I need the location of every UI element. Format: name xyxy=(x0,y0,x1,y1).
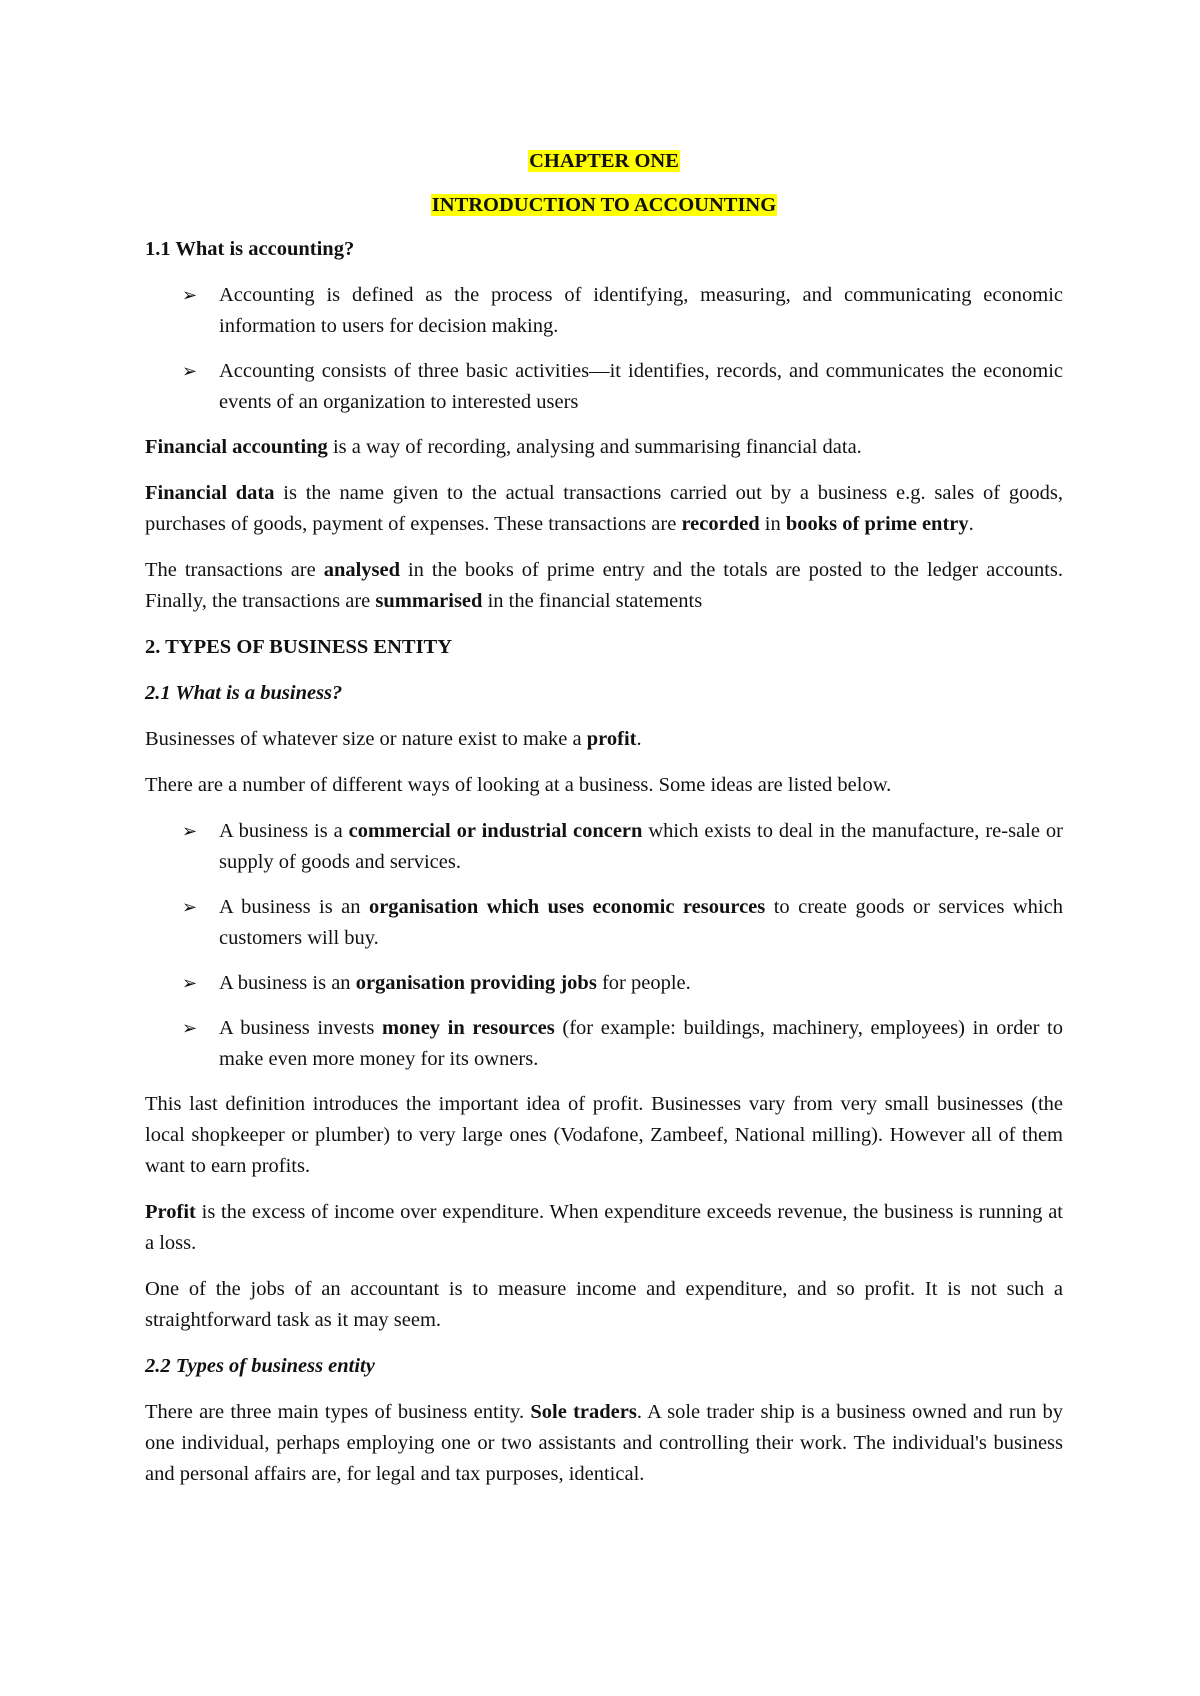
chapter-label xyxy=(145,146,1063,177)
text-run: (for example: buildings, machinery, employees) in order to make even more money for its owners. xyxy=(219,1017,1063,1070)
paragraph-last-definition: This last definition introduces the important idea of profit. Businesses vary from very small businesses (the local shopkeeper or plumber) to very large ones (Vodafone, Zambeef, National milling). However all of them want to earn profits. xyxy=(145,1093,1063,1177)
bullet-text: Accounting is defined as the process of identifying, measuring, and communicating economic information to users for decision making. xyxy=(219,284,1063,337)
text-run: There are three main types of business entity. xyxy=(145,1401,531,1423)
arrow-bullet-icon: ➢ xyxy=(182,897,198,918)
text-run: in the books of prime entry and the totals are posted to the ledger accounts. Finally, the transactions are xyxy=(145,559,1064,612)
subsection-heading-2-1: 2.1 What is a business? xyxy=(145,682,343,704)
section-heading-1-1: 1.1 What is accounting? xyxy=(145,238,355,260)
section-heading-2: 2. TYPES OF BUSINESS ENTITY xyxy=(145,636,453,658)
bullet-accounting-definition xyxy=(145,280,1063,342)
bullet-text: Accounting consists of three basic activities—it identifies, records, and communicates the economic events of an organization to interested users xyxy=(219,360,1063,413)
bold-run: commercial or industrial concern xyxy=(348,820,643,842)
text-run: . A sole trader ship is a business owned and run by one individual, perhaps employing one or two assistants and controlling their work. The individual's business and personal affairs are, for legal and tax purposes, identical. xyxy=(145,1401,1063,1485)
text-run: is the name given to the actual transactions carried out by a business e.g. sales of goods, purchases of goods, payment of expenses. These transactions are xyxy=(145,482,1063,535)
bold-run: profit xyxy=(586,728,637,750)
bold-run: summarised xyxy=(375,590,483,612)
bullet-providing-jobs xyxy=(145,968,1063,999)
paragraph-transactions xyxy=(145,555,1063,617)
text-run: A business is a xyxy=(219,820,349,842)
text-run: to create goods or services which customers will buy. xyxy=(219,896,1063,949)
bullet-economic-resources xyxy=(145,892,1063,954)
text-run: in xyxy=(759,513,786,535)
paragraph-accountant-jobs: One of the jobs of an accountant is to measure income and expenditure, and so profit. It is not such a straightforward task as it may seem. xyxy=(145,1278,1063,1331)
document-body xyxy=(145,146,1063,1505)
text-run: . xyxy=(968,513,974,535)
paragraph-financial-accounting xyxy=(145,432,1063,463)
term-financial-data: Financial data xyxy=(145,482,275,504)
bold-run: money in resources xyxy=(381,1017,555,1039)
text-run: which exists to deal in the manufacture, re-sale or supply of goods and services. xyxy=(219,820,1063,873)
bold-run: recorded xyxy=(681,513,760,535)
paragraph-financial-data xyxy=(145,478,1063,540)
subsection-heading-2-2: 2.2 Types of business entity xyxy=(145,1355,375,1377)
paragraph-profit-purpose xyxy=(145,724,1063,755)
text-run: for people. xyxy=(596,972,691,994)
text-run: A business invests xyxy=(219,1017,382,1039)
text-run: The transactions are xyxy=(145,559,324,581)
text-run: is the excess of income over expenditure. When expenditure exceeds revenue, the business is running at a loss. xyxy=(145,1201,1063,1254)
bullet-money-in-resources xyxy=(145,1013,1063,1075)
bold-run: organisation providing jobs xyxy=(355,972,597,994)
bullet-commercial-concern xyxy=(145,816,1063,878)
chapter-title-highlight: INTRODUCTION TO ACCOUNTING xyxy=(431,194,777,216)
paragraph-entity-types xyxy=(145,1397,1063,1490)
arrow-bullet-icon: ➢ xyxy=(182,821,198,842)
bold-run: organisation which uses economic resources xyxy=(368,896,766,918)
arrow-bullet-icon: ➢ xyxy=(182,285,198,306)
text-run: in the financial statements xyxy=(482,590,703,612)
chapter-label-highlight: CHAPTER ONE xyxy=(529,150,679,172)
arrow-bullet-icon: ➢ xyxy=(182,1018,198,1039)
arrow-bullet-icon: ➢ xyxy=(182,973,198,994)
paragraph-profit-definition xyxy=(145,1197,1063,1259)
term-sole-traders: Sole traders xyxy=(530,1401,637,1423)
bullet-accounting-activities xyxy=(145,356,1063,418)
bold-run: books of prime entry xyxy=(785,513,969,535)
paragraph-ways-of-looking: There are a number of different ways of looking at a business. Some ideas are listed below. xyxy=(145,774,892,796)
text-run: is a way of recording, analysing and summarising financial data. xyxy=(327,436,862,458)
text-run: . xyxy=(636,728,642,750)
term-profit: Profit xyxy=(145,1201,196,1223)
chapter-title xyxy=(145,190,1063,221)
arrow-bullet-icon: ➢ xyxy=(182,361,198,382)
text-run: A business is an xyxy=(219,896,369,918)
text-run: Businesses of whatever size or nature exist to make a xyxy=(145,728,587,750)
bold-run: analysed xyxy=(323,559,401,581)
term-financial-accounting: Financial accounting xyxy=(145,436,328,458)
text-run: A business is an xyxy=(219,972,356,994)
